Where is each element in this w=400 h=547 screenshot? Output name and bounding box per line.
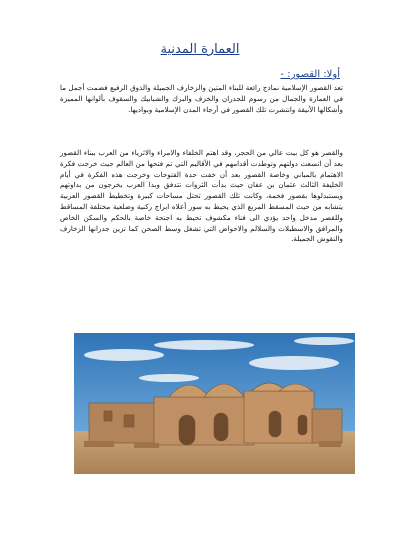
castle-photo [74,333,355,474]
page-title: العمارة المدنية [160,42,240,57]
paragraph-2: والقصر هو كل بيت عالي من الحجر، وقد اهتم الخلفاء والامراء والاثرياء من العرب ببناء القصور بعد أن اتسعت دولتهم وتوطدت أقدامهم في الأقاليم التي تم فتحها من العالم حيث خرجت فكرة الاهتمام بالمباني وخاصة القصور بعد أن خفت حدة الفتوحات وخرجت هذه الفكرة في أيام الخليفة الثالث عثمان بن عفان حيث بدأت الثروات تتدفق وبدا العرب يخرجون من بداوتهم ويستبدلوها بقصور فخمة، وكانت تلك القصور تحتل مساحات كبيرة وتخطيط القصور العربية يتشابه من حيث المسقط المربع الذي يحيط به سور أعلاه ابراج ركنية وضلعية مختلفة المساقط وللقصر مدخل واحد يؤدي الى فناء مكشوف تحيط به اجنحة خاصة بالحكم والسكن الخاص والمرافق والاسطبلات والسلالم والاحواض التي تشغل وسط الصحن كما تزين جدرانها الزخارف والنقوش الجميلة. [60,148,343,244]
section-heading: أولا: القصور: - [280,69,340,80]
paragraph-1: تعد القصور الإسلامية نماذج رائعة للبناء المتين والزخارف الجميلة والذوق الرفيع فضمت أجمل ما في العمارة والجمال من رسوم للجدران والخزف والبرك والشبابيك والسقوف بألوانها المميزة وأشكالها الأنيقة وانتشرت تلك القصور في أرجاء المدن الإسلامية وبواديها. [60,83,343,114]
